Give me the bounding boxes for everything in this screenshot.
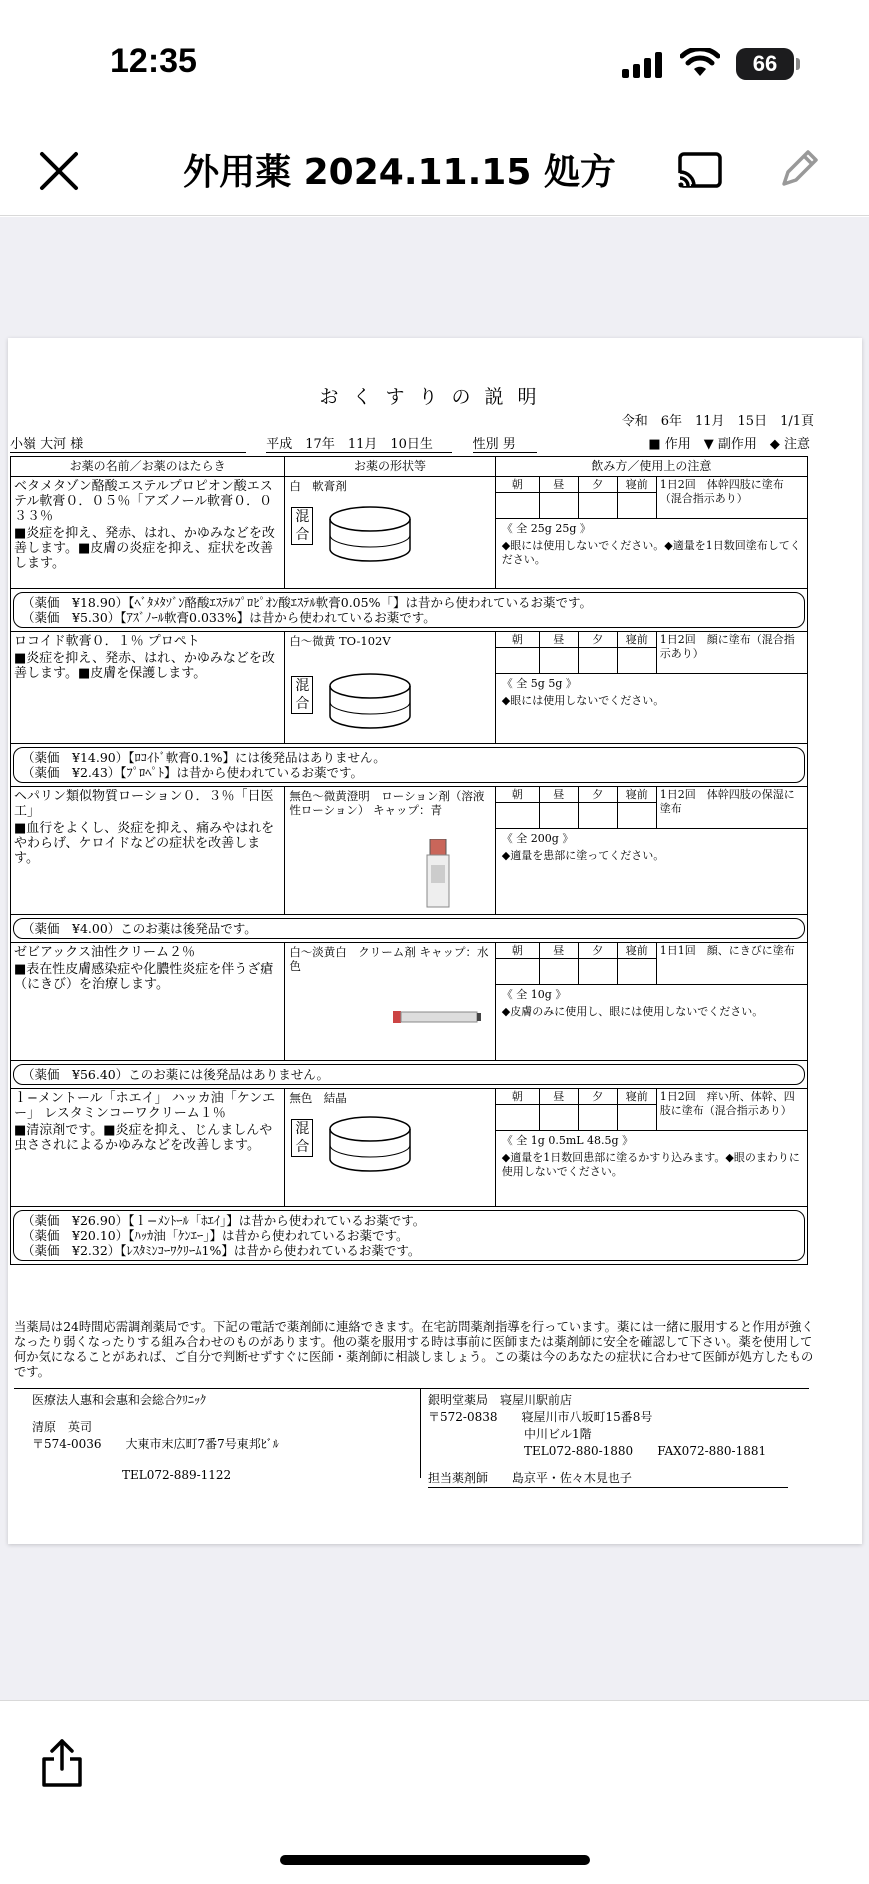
cautions: ◆眼には使用しないでください。◆適量を1日数回塗布してください。 (501, 539, 801, 566)
battery-nub (796, 58, 800, 70)
ointment-jar-image (325, 505, 415, 565)
price-line: （薬価 ¥20.10）【ﾊｯｶ油「ｹﾝｴｰ」】は昔から使われているお薬です。 (22, 1228, 409, 1243)
divider (14, 1388, 809, 1389)
home-indicator[interactable] (280, 1855, 590, 1865)
time-morning: 朝 (496, 1089, 540, 1105)
cautions: ◆適量を1日数回患部に塗るかすり込みます。◆眼のまわりに使用しないでください。 (501, 1151, 800, 1178)
clinic-name: 医療法人惠和会惠和会総合ｸﾘﾆｯｸ (32, 1393, 207, 1407)
dosage-note: 1日2回 体幹四肢に塗布（混合指示あり） (659, 478, 784, 505)
pharmacy-building: 中川ビル1階 (524, 1427, 592, 1441)
time-bedtime: 寝前 (618, 632, 656, 648)
price-line: （薬価 ¥2.43）【ﾌﾟﾛﾍﾟﾄ】は昔から使われているお薬です。 (22, 765, 364, 780)
pharmacist-label: 担当薬剤師 (428, 1471, 489, 1485)
legend: ■ 作用 ▼ 副作用 ◆ 注意 (648, 437, 810, 452)
price-box (13, 747, 805, 783)
med-effect: ■表在性皮膚感染症や化膿性炎症を伴うざ瘡（にきび）を治療します。 (14, 962, 274, 992)
mixed-label: 混合 (291, 676, 313, 714)
status-bar (0, 0, 869, 130)
time-evening: 夕 (579, 632, 618, 648)
cellular-signal-icon (622, 52, 666, 78)
cream-tube-image (393, 1009, 483, 1025)
total-amount: 《 全 200g 》 (501, 832, 574, 845)
wifi-icon (680, 48, 720, 78)
time-morning: 朝 (496, 632, 540, 648)
med-effect: ■炎症を抑え、発赤、はれ、かゆみなどを改善します。■皮膚の炎症を抑え、症状を改善します。 (14, 526, 275, 571)
document-date: 令和 6年 11月 15日 1/1頁 (621, 414, 814, 429)
time-evening: 夕 (579, 787, 618, 803)
med-name: ｌ−メントール「ホエイ」 ハッカ油「ケンエー」 レスタミンコーワクリーム１％ (14, 1091, 276, 1121)
ointment-jar-image (325, 672, 415, 732)
total-amount: 《 全 25g 25g 》 (501, 522, 591, 535)
page-title: 外用薬 2024.11.15 処方 (183, 152, 616, 193)
table-header (11, 457, 807, 477)
time-noon: 昼 (540, 477, 579, 493)
header-form: お薬の形状等 (285, 457, 495, 476)
total-amount: 《 全 10g 》 (501, 988, 567, 1001)
divider (420, 1388, 421, 1478)
med-form: 白 軟膏剤 (289, 479, 347, 493)
patient-sex: 性別 男 (473, 433, 537, 453)
header-usage: 飲み方／使用上の注意 (591, 459, 712, 473)
price-line: （薬価 ¥18.90）【ﾍﾞﾀﾒﾀｿﾞﾝ酪酸ｴｽﾃﾙﾌﾟﾛﾋﾟｵﾝ酸ｴｽﾃﾙ軟膏0.05%「】は昔から使われているお薬です。 (22, 595, 592, 610)
price-line: （薬価 ¥14.90）【ﾛｺｲﾄﾞ軟膏0.1%】には後発品はありません。 (22, 750, 386, 765)
time-morning: 朝 (496, 943, 540, 959)
close-icon[interactable] (36, 148, 82, 194)
cast-icon[interactable] (676, 150, 724, 192)
time-morning: 朝 (496, 787, 540, 803)
med-form: 白〜微黄 TO-102V (289, 634, 391, 648)
price-box (13, 1064, 805, 1085)
lotion-bottle-image (425, 839, 451, 909)
price-line: （薬価 ¥56.40）このお薬には後発品はありません。 (22, 1067, 329, 1082)
time-bedtime: 寝前 (618, 477, 656, 493)
clinic-info (32, 1392, 279, 1484)
time-noon: 昼 (540, 943, 579, 959)
total-amount: 《 全 5g 5g 》 (501, 677, 577, 690)
prescription-document (8, 338, 862, 1544)
total-amount: 《 全 1g 0.5mL 48.5g 》 (501, 1134, 634, 1147)
dosage-note: 1日2回 痒い所、体幹、四肢に塗布（混合指示あり） (659, 1090, 795, 1117)
clinic-doctor: 清原 英司 (32, 1420, 93, 1434)
status-time: 12:35 (110, 42, 197, 80)
dosage-note: 1日2回 体幹四肢の保湿に塗布 (659, 788, 795, 815)
pharmacy-tel: TEL072-880-1880 FAX072-880-1881 (524, 1444, 767, 1458)
price-line: （薬価 ¥5.30）【ｱｽﾞﾉｰﾙ軟膏0.033%】は昔から使われているお薬です。 (22, 610, 436, 625)
time-bedtime: 寝前 (618, 787, 656, 803)
med-effect: ■炎症を抑え、発赤、はれ、かゆみなどを改善します。■皮膚を保護します。 (14, 651, 275, 681)
clinic-tel: TEL072-889-1122 (122, 1468, 232, 1482)
med-name: ベタメタゾン酪酸エステルプロピオン酸エステル軟膏０．０５％「アズノール軟膏０．０３３％ (14, 479, 273, 524)
pharmacy-name: 銀明堂薬局 寝屋川駅前店 (428, 1393, 573, 1407)
price-line: （薬価 ¥2.32）【ﾚｽﾀﾐﾝｺｰﾜｸﾘｰﾑ1%】は昔から使われているお薬です。 (22, 1243, 421, 1258)
time-bedtime: 寝前 (618, 943, 656, 959)
edit-pencil-icon[interactable] (774, 144, 824, 194)
time-bedtime: 寝前 (618, 1089, 656, 1105)
time-noon: 昼 (540, 787, 579, 803)
header-name: お薬の名前／お薬のはたらき (11, 457, 285, 476)
patient-birth: 平成 17年 11月 10日生 (266, 433, 452, 453)
price-box (13, 918, 805, 939)
patient-name: 小嶺 大河 様 (10, 433, 246, 453)
price-line: （薬価 ¥4.00）このお薬は後発品です。 (22, 921, 257, 936)
document-title: おくすりの説明 (319, 386, 551, 408)
time-evening: 夕 (579, 943, 618, 959)
med-name: ヘパリン類似物質ローション０．３％「日医工」 (14, 789, 274, 819)
mixed-label: 混合 (291, 1119, 313, 1157)
time-evening: 夕 (579, 1089, 618, 1105)
med-row (11, 1089, 807, 1207)
time-noon: 昼 (540, 632, 579, 648)
time-evening: 夕 (579, 477, 618, 493)
cautions: ◆適量を患部に塗ってください。 (501, 849, 665, 862)
med-form: 白〜淡黄白 クリーム剤 キャップ：水色 (289, 945, 489, 973)
med-row (11, 477, 807, 589)
medication-table (10, 456, 808, 1265)
share-icon[interactable] (40, 1737, 84, 1789)
clinic-address: 〒574-0036 大東市末広町7番7号東邦ﾋﾞﾙ (32, 1437, 279, 1451)
med-form: 無色〜微黄澄明 ローション剤（溶液性ローション） キャップ：青 (289, 789, 485, 817)
med-row (11, 632, 807, 744)
mixed-label: 混合 (291, 507, 313, 545)
med-name: ロコイド軟膏０．１％ プロペト (14, 634, 200, 649)
price-line: （薬価 ¥26.90）【ｌ−ﾒﾝﾄｰﾙ「ﾎｴｲ」】は昔から使われているお薬です。 (22, 1213, 426, 1228)
price-box (13, 592, 805, 628)
price-box (13, 1210, 805, 1261)
ointment-jar-image (325, 1115, 415, 1175)
med-name: ゼビアックス油性クリーム２％ (14, 945, 195, 960)
pharmacist-name: 島京平・佐々木見也子 (511, 1471, 632, 1485)
pharmacy-info (428, 1392, 788, 1488)
med-row (11, 943, 807, 1061)
time-morning: 朝 (496, 477, 540, 493)
dosage-note: 1日1回 顔、にきびに塗布 (659, 944, 795, 957)
patient-line (10, 433, 537, 453)
med-row (11, 787, 807, 915)
dosage-note: 1日2回 顔に塗布（混合指示あり） (659, 633, 795, 660)
cautions: ◆皮膚のみに使用し、眼には使用しないでください。 (501, 1005, 764, 1018)
cautions: ◆眼には使用しないでください。 (501, 694, 665, 707)
battery-icon: 66 (736, 48, 794, 80)
pharmacy-notice: 当薬局は24時間応需調剤薬局です。下記の電話で薬剤師に連絡できます。在宅訪問薬剤指導を行っています。薬には一緒に服用すると作用が強くなったり弱くなったりする組み合わせのものがあります。他の薬を服用する時は事前に医師または薬剤師に安全を確認して下さい。薬を使用して何か気になることがあれば、ご自分で判断せずすぐに医師・薬剤師に相談しましょう。この薬は今のあなたの症状に合わせて医師が処方したものです。 (14, 1320, 814, 1379)
bottom-toolbar (0, 1700, 869, 1884)
pharmacy-address: 〒572-0838 寝屋川市八坂町15番8号 (428, 1410, 653, 1424)
med-form: 無色 結晶 (289, 1091, 347, 1105)
time-noon: 昼 (540, 1089, 579, 1105)
med-effect: ■清涼剤です。■炎症を抑え、じんましんや虫さされによるかゆみなどを改善します。 (14, 1123, 273, 1153)
nav-header (0, 130, 869, 216)
med-effect: ■血行をよくし、炎症を抑え、痛みやはれをやわらげ、ケロイドなどの症状を改善します。 (14, 821, 275, 866)
